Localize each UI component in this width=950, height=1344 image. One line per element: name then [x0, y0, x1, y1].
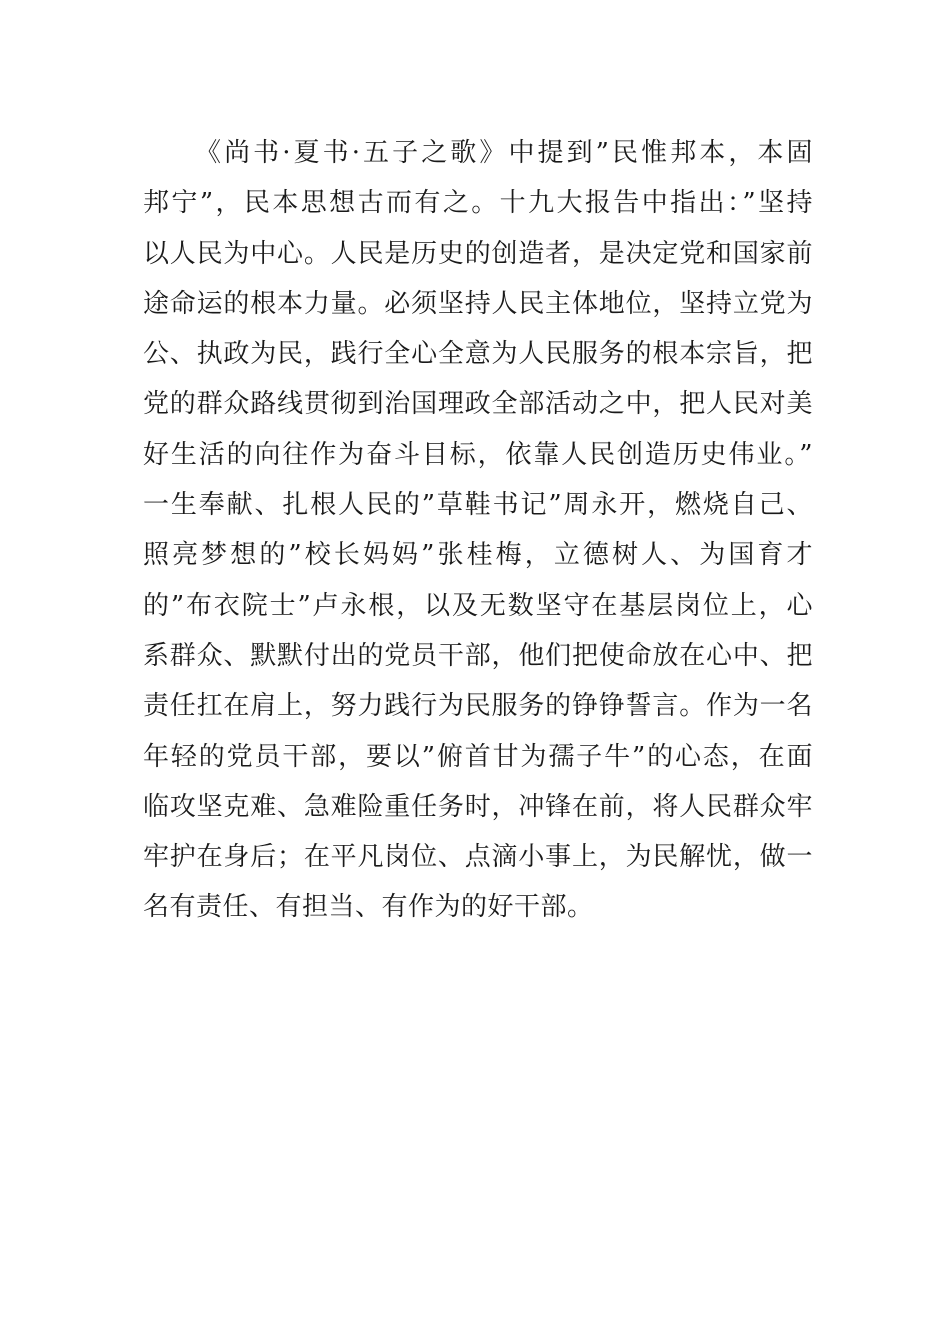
paragraph-line: 的”布衣院士”卢永根，以及无数坚守在基层岗位上，心 [143, 590, 813, 621]
paragraph-line: 公、执政为民，践行全心全意为人民服务的根本宗旨，把 [143, 339, 813, 370]
paragraph-line: 好生活的向往作为奋斗目标，依靠人民创造历史伟业。” [143, 439, 813, 470]
paragraph-line: 党的群众路线贯彻到治国理政全部活动之中，把人民对美 [143, 389, 813, 420]
paragraph-line: 临攻坚克难、急难险重任务时，冲锋在前，将人民群众牢 [143, 791, 813, 822]
paragraph-line: 责任扛在肩上，努力践行为民服务的铮铮誓言。作为一名 [143, 691, 813, 722]
paragraph-line: 年轻的党员干部，要以”俯首甘为孺子牛”的心态，在面 [143, 741, 813, 772]
paragraph-line: 照亮梦想的”校长妈妈”张桂梅，立德树人、为国育才 [143, 540, 813, 571]
paragraph-line: 《尚书·夏书·五子之歌》中提到”民惟邦本，本固 [195, 138, 813, 168]
paragraph-line: 以人民为中心。人民是历史的创造者，是决定党和国家前 [143, 238, 813, 269]
body-paragraph [143, 128, 813, 933]
paragraph-line: 邦宁”，民本思想古而有之。十九大报告中指出：”坚持 [143, 188, 813, 219]
paragraph-line: 系群众、默默付出的党员干部，他们把使命放在心中、把 [143, 640, 813, 671]
paragraph-line: 牢护在身后；在平凡岗位、点滴小事上，为民解忧，做一 [143, 842, 813, 873]
paragraph-line: 一生奉献、扎根人民的”草鞋书记”周永开，燃烧自己、 [143, 490, 813, 521]
paragraph-line: 名有责任、有担当、有作为的好干部。 [143, 892, 594, 923]
paragraph-line: 途命运的根本力量。必须坚持人民主体地位，坚持立党为 [143, 288, 813, 319]
